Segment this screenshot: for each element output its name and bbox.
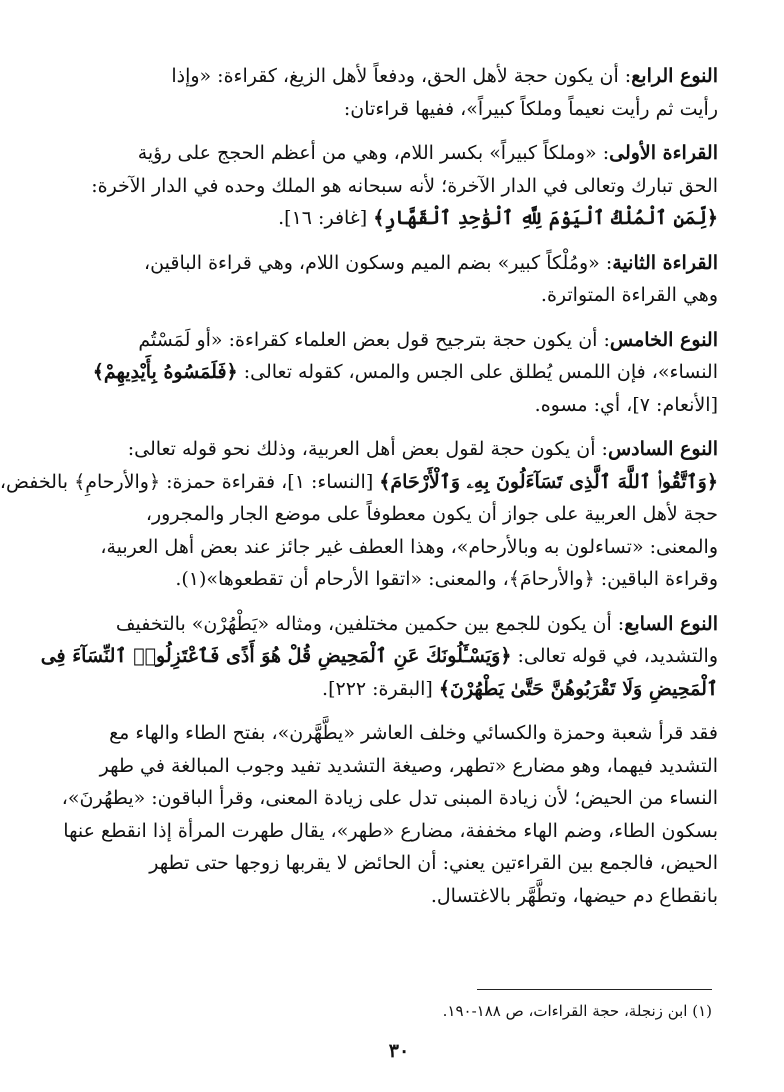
body-text: بسكون الطاء، وضم الهاء مخففة، مضارع «طهر»، يقال طهرت المرأة إذا انقطع عنها: [63, 819, 718, 842]
emphasized-text: النوع الرابع: [631, 65, 718, 87]
text-line: [86, 324, 718, 357]
body-text: الحق تبارك وتعالى في الدار الآخرة؛ لأنه سبحانه هو الملك وحده في الدار الآخرة:: [91, 174, 718, 197]
body-text: [البقرة: ٢٢٢].: [322, 677, 439, 700]
emphasized-text: ﴿لِّمَنِ ٱلْمُلْكُ ٱلْيَوْمَ لِلَّهِ ٱلْوَٰحِدِ ٱلْقَهَّارِ﴾: [373, 207, 718, 229]
body-text: [غافر: ١٦].: [278, 207, 374, 229]
text-line: [86, 847, 718, 880]
body-text: الحيض، فالجمع بين القراءتين يعني: أن الحائض لا يقربها زوجها حتى تطهر: [149, 852, 718, 874]
emphasized-text: ﴿فَلَمَسُوهُ بِأَيْدِيهِمْ﴾: [92, 361, 238, 383]
emphasized-text: القراءة الثانية: [612, 251, 718, 274]
footnote-separator: [477, 989, 712, 990]
text-line: [86, 137, 718, 170]
text-line: [86, 750, 718, 783]
text-line: [86, 202, 718, 235]
body-text: وقراءة الباقين: ﴿والأرحامَ﴾، والمعنى: «اتقوا الأرحام أن تقطعوها»(١).: [175, 568, 718, 590]
text-line: [86, 170, 718, 203]
body-text: [النساء: ١]، فقراءة حمزة: ﴿والأرحامِ﴾ بالخفض،: [0, 470, 380, 493]
body-text: : أن يكون للجمع بين حكمين مختلفين، ومثاله «يَطْهُرْن» بالتخفيف: [115, 612, 625, 635]
body-text: حجة لأهل العربية على جواز أن يكون معطوفاً على موضع الجار والمجرور،: [145, 503, 718, 525]
paragraph: [61, 717, 718, 912]
body-text: بانقطاع دم حيضها، وتطَّهَّر بالاغتسال.: [430, 884, 718, 907]
body-text: : أن يكون حجة بترجيح قول بعض العلماء كقراءة: «أو لَمَسْتُم: [138, 328, 610, 351]
emphasized-text: النوع السادس: [607, 438, 718, 460]
body-text: : أن يكون حجة لقول بعض أهل العربية، وذلك نحو قوله تعالى:: [127, 438, 608, 460]
emphasized-text: ﴿وَيَسْـَٔلُونَكَ عَنِ ٱلْمَحِيضِ قُلْ هُوَ أَذًى فَٱعْتَزِلُوا۟ ٱلنِّسَآءَ فِى: [40, 645, 512, 667]
text-line: [86, 356, 718, 389]
paragraph: [0, 433, 718, 596]
body-text: [الأنعام: ٧]، أي: مسوه.: [534, 393, 718, 416]
paragraph: [40, 608, 718, 706]
page-number: ٣٠: [388, 1040, 410, 1062]
paragraph: [86, 137, 718, 235]
body-text: : «وملكاً كبيراً» بكسر اللام، وهي من أعظم الحجج على رؤية: [137, 142, 610, 164]
body-text: وهي القراءة المتواترة.: [540, 284, 718, 306]
text-line: [86, 498, 718, 531]
paragraph: [86, 60, 718, 125]
text-line: [86, 60, 718, 93]
text-line: [0, 466, 718, 499]
text-line: [86, 93, 718, 126]
emphasized-text: النوع السابع: [624, 612, 718, 635]
body-text: فقد قرأ شعبة وحمزة والكسائي وخلف العاشر «يطَّهَّرن»، بفتح الطاء والهاء مع: [109, 722, 718, 744]
text-line: [63, 815, 718, 848]
paragraph: [86, 247, 718, 312]
body-text: والتشديد، في قوله تعالى:: [511, 645, 718, 667]
emphasized-text: ﴿وَٱتَّقُوا۟ ٱللَّهَ ٱلَّذِى تَسَآءَلُونَ بِهِۦ وَٱلْأَرْحَامَ﴾: [379, 470, 718, 493]
text-line: [86, 673, 718, 706]
body-text: رأيت ثم رأيت نعيماً وملكاً كبيراً»، ففيها قراءتان:: [343, 97, 718, 120]
body-text: : أن يكون حجة لأهل الحق، ودفعاً لأهل الزيغ، كقراءة: «وإذا: [171, 65, 632, 87]
text-line: [86, 608, 718, 641]
text-line: [61, 782, 718, 815]
emphasized-text: القراءة الأولى: [609, 142, 718, 164]
emphasized-text: ٱلْمَحِيضِ وَلَا تَقْرَبُوهُنَّ حَتَّىٰ يَطْهُرْنَ﴾: [438, 677, 718, 700]
text-line: [86, 717, 718, 750]
paragraph: [86, 324, 718, 422]
text-line: [86, 563, 718, 596]
text-line: [86, 880, 718, 913]
page-body: [0, 60, 718, 912]
body-text: النساء من الحيض؛ لأن زيادة المبنى تدل على زيادة المعنى، وقرأ الباقون: «يطهُرنَ»،: [61, 787, 718, 809]
text-line: [86, 279, 718, 312]
text-line: [86, 389, 718, 422]
text-line: [86, 433, 718, 466]
body-text: النساء»، فإن اللمس يُطلق على الجس والمس، كقوله تعالى:: [237, 361, 718, 383]
emphasized-text: النوع الخامس: [609, 328, 718, 351]
text-line: [86, 531, 718, 564]
body-text: والمعنى: «تساءلون به وبالأرحام»، وهذا العطف غير جائز عند بعض أهل العربية،: [100, 535, 718, 558]
text-line: [40, 640, 718, 673]
body-text: : «ومُلْكاً كبير» بضم الميم وسكون اللام، وهي قراءة الباقين،: [144, 251, 613, 274]
text-line: [86, 247, 718, 280]
body-text: التشديد فيهما، وهو مضارع «تطهر، وصيغة التشديد تفيد وجوب المبالغة في طهر: [99, 754, 718, 777]
footnote: (١) ابن زنجلة، حجة القراءات، ص ١٨٨-١٩٠.: [442, 1002, 712, 1020]
